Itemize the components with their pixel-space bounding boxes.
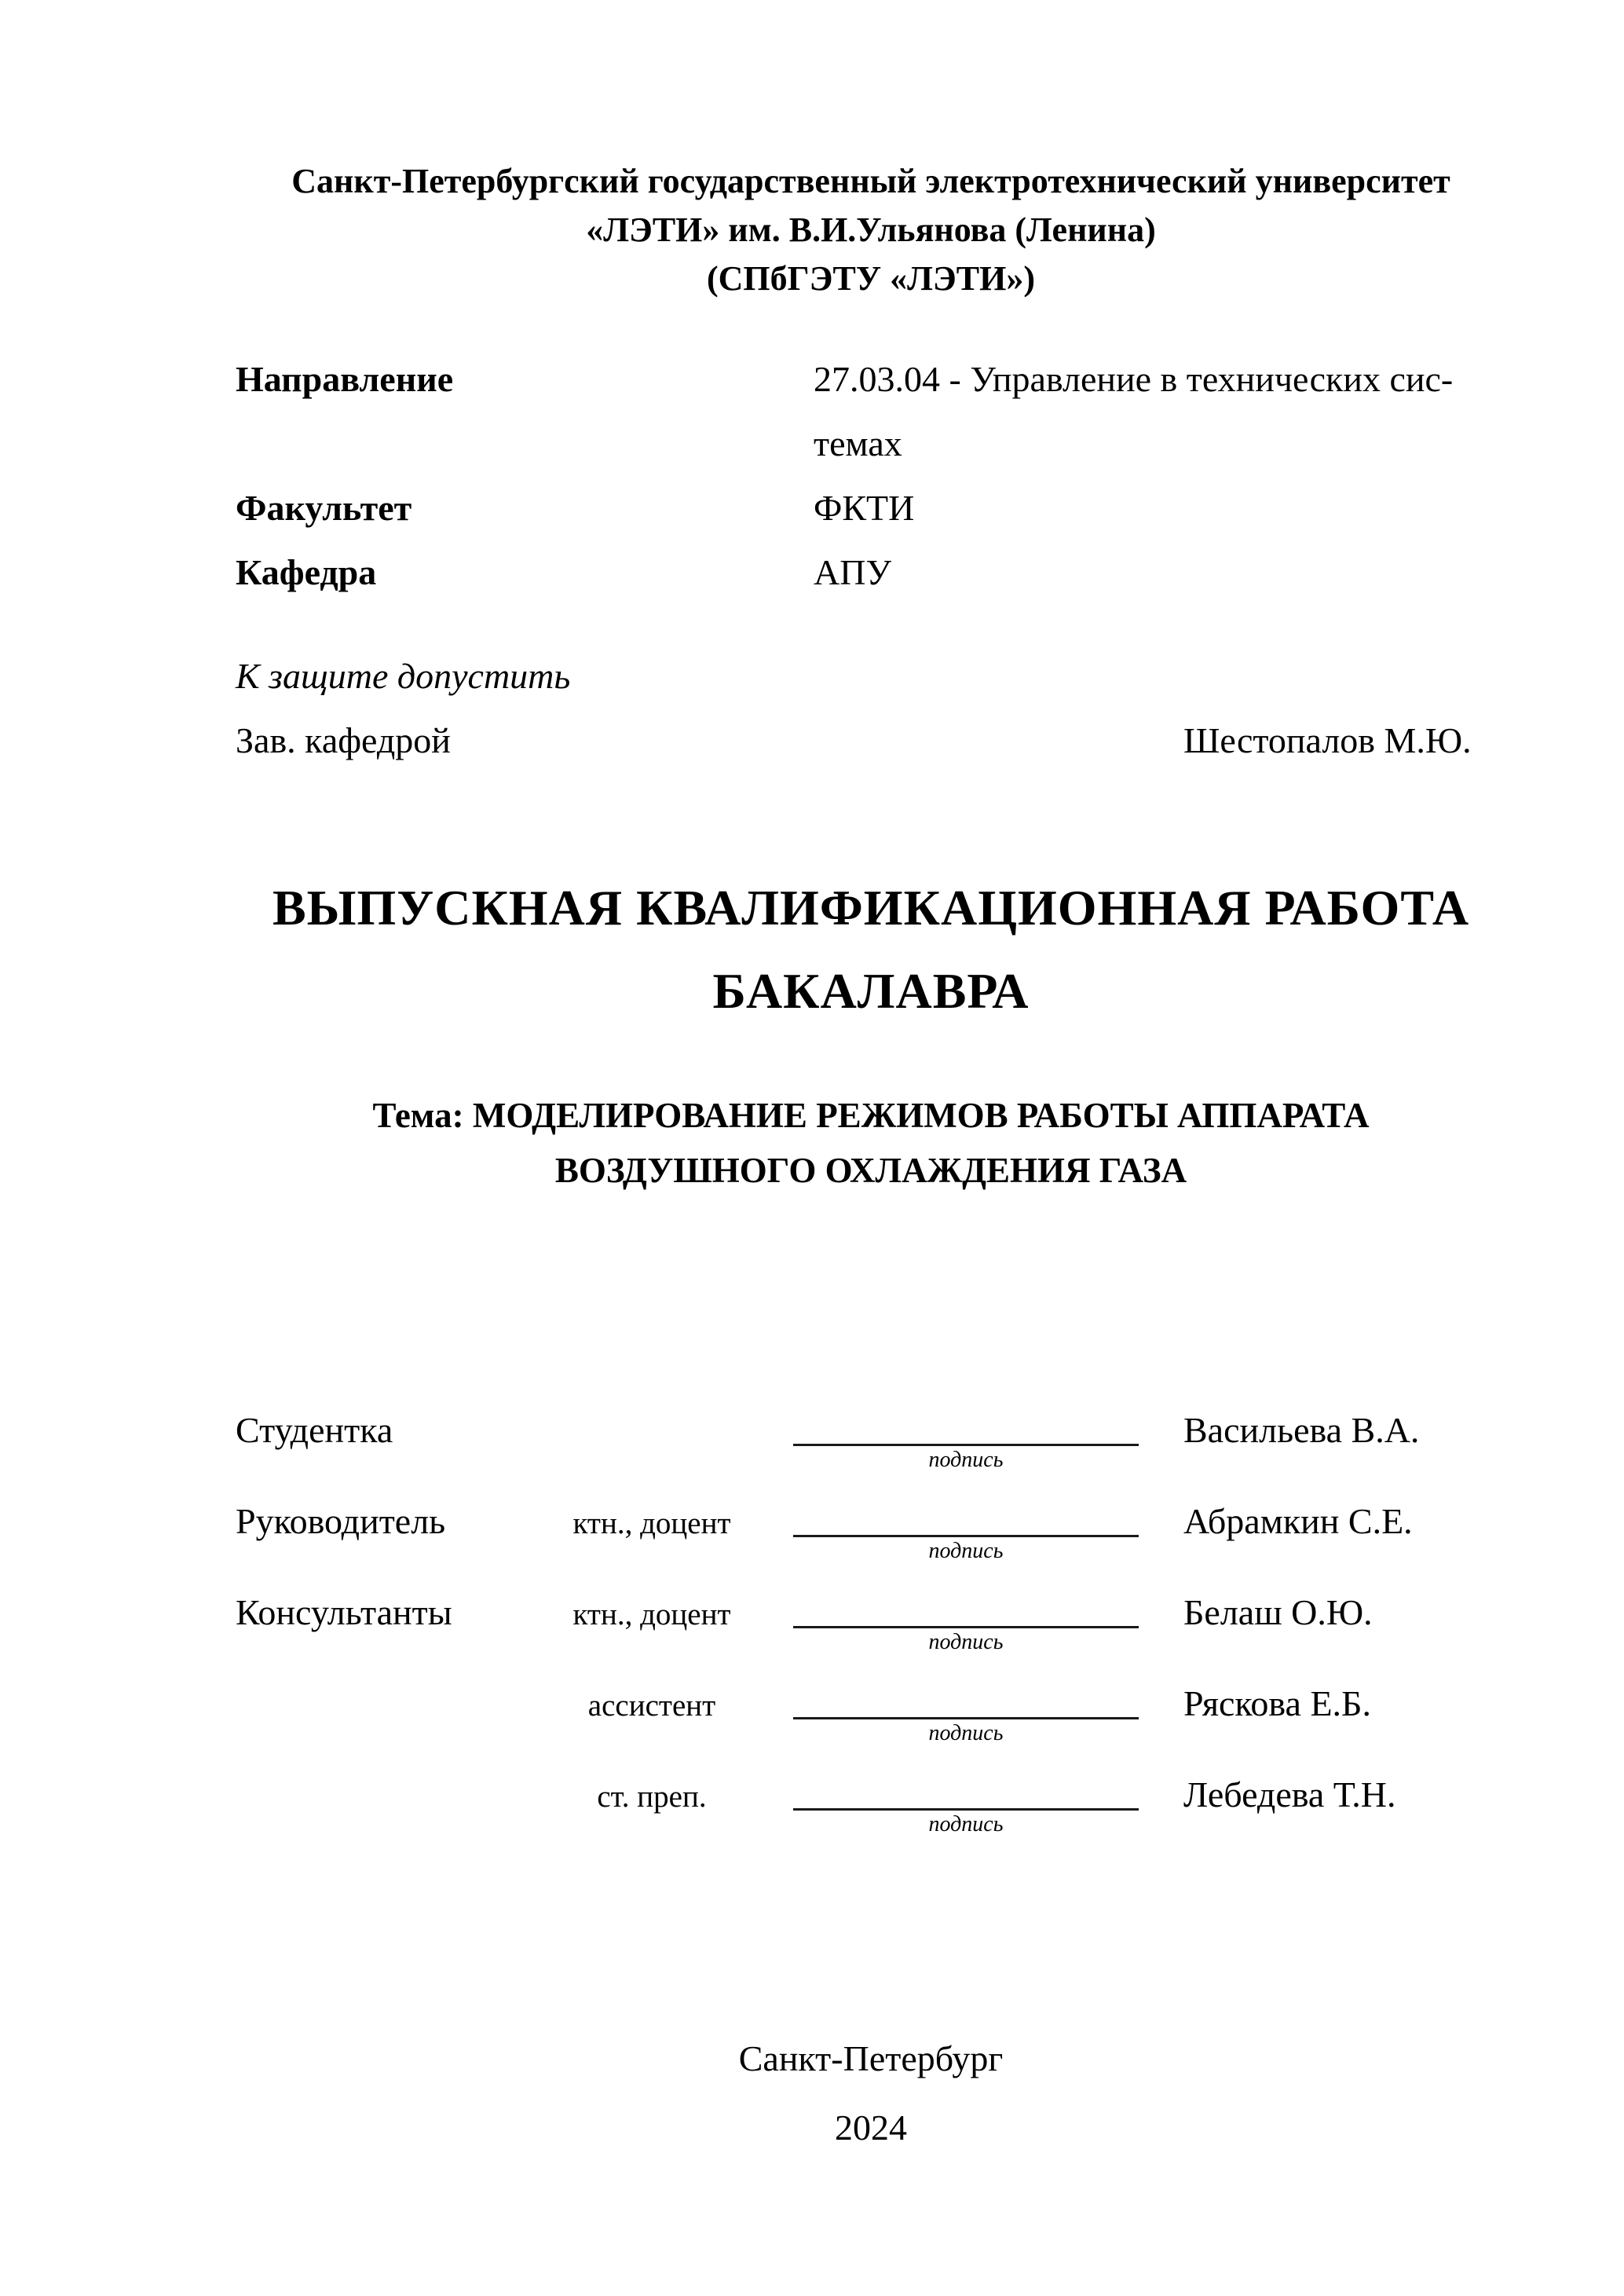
footer	[236, 2024, 1506, 2162]
signature-name: Белаш О.Ю.	[1183, 1592, 1373, 1632]
footer-year: 2024	[835, 2107, 907, 2148]
signature-row-consultant-3	[236, 1773, 1506, 1851]
signature-role: Студентка	[236, 1410, 393, 1450]
work-theme	[236, 1088, 1506, 1198]
signature-line-cell	[793, 1591, 1139, 1657]
signature-line	[793, 1408, 1139, 1446]
signature-caption: подпись	[928, 1448, 1004, 1472]
footer-city: Санкт-Петербург	[738, 2038, 1004, 2078]
admission-block	[236, 644, 1506, 773]
university-name-line: Санкт-Петербургский государственный электротехнический университет	[291, 162, 1450, 200]
field-direction-value-line1: 27.03.04 - Управление в технических сис-	[814, 359, 1454, 399]
signature-position: ктн., доцент	[572, 1507, 731, 1540]
signature-name: Ряскова Е.Б.	[1183, 1683, 1371, 1723]
page-content	[236, 157, 1506, 2162]
signature-position: ст. преп.	[597, 1780, 707, 1814]
signature-line	[793, 1500, 1139, 1537]
signature-line-cell	[793, 1500, 1139, 1565]
work-theme-line2: ВОЗДУШНОГО ОХЛАЖДЕНИЯ ГАЗА	[554, 1151, 1187, 1190]
admission-note: К защите допустить	[236, 656, 571, 696]
field-direction	[236, 347, 1506, 476]
signature-name: Лебедева Т.Н.	[1183, 1774, 1396, 1814]
work-title-line1: ВЫПУСКНАЯ КВАЛИФИКАЦИОННАЯ РАБОТА	[272, 880, 1470, 936]
signature-position: ктн., доцент	[572, 1598, 731, 1631]
signature-name: Абрамкин С.Е.	[1183, 1501, 1413, 1541]
signature-line-cell	[793, 1408, 1139, 1474]
signature-line	[793, 1773, 1139, 1811]
work-title	[236, 866, 1506, 1033]
university-header	[236, 157, 1506, 303]
work-theme-line1: Тема: МОДЕЛИРОВАНИЕ РЕЖИМОВ РАБОТЫ АППАРАТА	[372, 1096, 1370, 1135]
signature-position	[510, 1408, 793, 1411]
field-faculty-value: ФКТИ	[814, 488, 915, 528]
signature-line-cell	[793, 1773, 1139, 1839]
field-department-label: Кафедра	[236, 552, 377, 592]
head-of-department-name: Шестопалов М.Ю.	[1183, 720, 1472, 760]
signature-row-consultant-1	[236, 1591, 1506, 1669]
signature-row-student	[236, 1408, 1506, 1487]
head-of-department-row	[236, 709, 1506, 773]
program-fields	[236, 347, 1506, 605]
signature-line	[793, 1682, 1139, 1719]
field-direction-label: Направление	[236, 359, 454, 399]
signature-caption: подпись	[928, 1721, 1004, 1745]
signature-position: ассистент	[587, 1689, 716, 1723]
field-direction-value	[814, 347, 1506, 476]
signature-line	[793, 1591, 1139, 1628]
head-of-department-label: Зав. кафедрой	[236, 720, 451, 760]
signature-caption: подпись	[928, 1630, 1004, 1654]
signature-role: Консультанты	[236, 1592, 452, 1632]
field-department-value: АПУ	[814, 552, 892, 592]
field-department	[236, 540, 1506, 605]
signature-line-cell	[793, 1682, 1139, 1748]
signature-caption: подпись	[928, 1539, 1004, 1563]
signature-row-supervisor	[236, 1500, 1506, 1578]
work-title-line2: БАКАЛАВРА	[712, 963, 1030, 1019]
field-faculty	[236, 476, 1506, 540]
university-leti-line: «ЛЭТИ» им. В.И.Ульянова (Ленина)	[586, 211, 1156, 249]
signatures-block	[236, 1408, 1506, 1851]
university-abbr-line: (СПбГЭТУ «ЛЭТИ»)	[707, 259, 1035, 298]
signature-role: Руководитель	[236, 1501, 446, 1541]
field-faculty-label: Факультет	[236, 488, 412, 528]
signature-name: Васильева В.А.	[1183, 1410, 1420, 1450]
field-direction-value-line2: темах	[814, 423, 902, 463]
signature-row-consultant-2	[236, 1682, 1506, 1760]
signature-caption: подпись	[928, 1812, 1004, 1836]
